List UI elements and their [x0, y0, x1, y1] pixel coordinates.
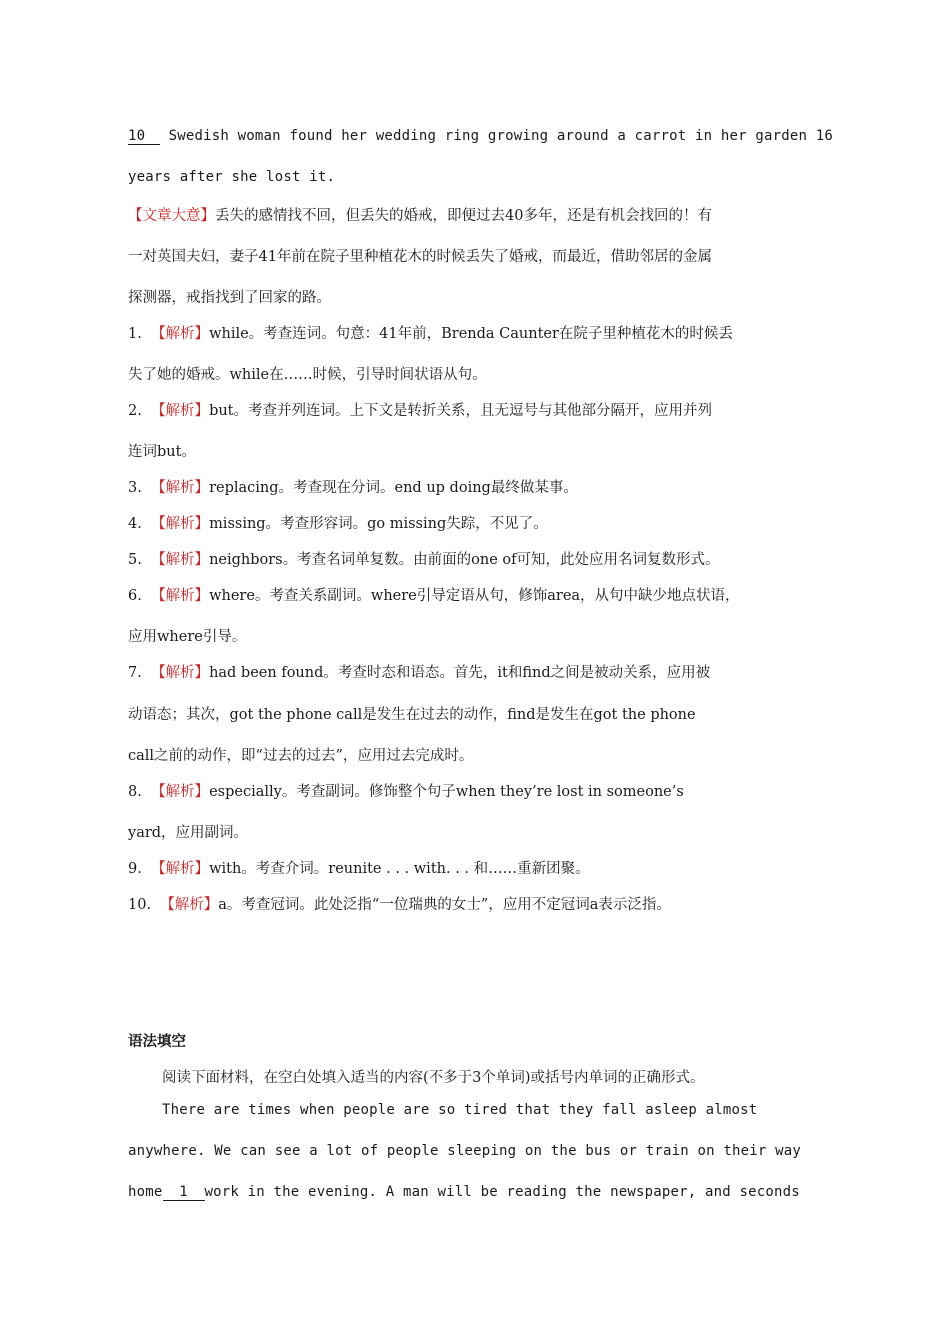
answer-tag: 【解析】 [151, 403, 210, 419]
answer-6-line-1 [128, 584, 740, 605]
answer-1-line-2: 失了她的婚戒。while在……时候，引导时间状语从句。 [128, 367, 487, 383]
summary-line-2: 一对英国夫妇，妻子41年前在院子里种植花木的时候丢失了婚戒，而最近，借助邻居的金属 [128, 249, 712, 265]
answer-text: but。考查并列连词。上下文是转折关系，且无逗号与其他部分隔开，应用并列 [209, 403, 713, 419]
blank-10: 10 [128, 129, 160, 145]
answer-text: where。考查关系副词。where引导定语从句，修饰area，从句中缺少地点状语， [209, 588, 740, 604]
summary-text: 丢失的感情找不回，但丢失的婚戒，即便过去40多年，还是有机会找回的！有 [215, 208, 712, 224]
summary-line-1 [128, 204, 712, 225]
blank-1[interactable]: 1 [163, 1185, 205, 1201]
answer-number: 4. [128, 516, 142, 532]
answer-tag: 【解析】 [151, 326, 210, 342]
answer-text: missing。考查形容词。go missing失踪，不见了。 [209, 516, 548, 532]
section-instruction: 阅读下面材料，在空白处填入适当的内容(不多于3个单词)或括号内单词的正确形式。 [162, 1070, 705, 1086]
answer-9-line-1 [128, 857, 590, 878]
exercise-line-2: anywhere. We can see a lot of people sleeping on the bus or train on their way [128, 1143, 802, 1159]
answer-tag: 【解析】 [151, 784, 210, 800]
answer-6-line-2: 应用where引导。 [128, 629, 247, 645]
answer-text: with。考查介词。reunite . . . with. . . 和……重新团聚。 [209, 861, 590, 877]
summary-tag: 【文章大意】 [128, 208, 215, 224]
answer-number: 2. [128, 403, 142, 419]
section-title: 语法填空 [128, 1034, 186, 1050]
answer-3-line-1 [128, 476, 578, 497]
answer-1-line-1 [128, 322, 733, 343]
exercise-text: home [128, 1184, 163, 1200]
answer-tag: 【解析】 [151, 665, 210, 681]
answer-text: while。考查连词。句意：41年前，Brenda Caunter在院子里种植花木的时候丢 [209, 326, 733, 342]
answer-number: 3. [128, 480, 142, 496]
answer-7-line-2: 动语态；其次，got the phone call是发生在过去的动作，find是发生在got the phone [128, 707, 696, 723]
answer-tag: 【解析】 [151, 480, 210, 496]
answer-text: neighbors。考查名词单复数。由前面的one of可知，此处应用名词复数形式。 [209, 552, 720, 568]
answer-7-line-3: call之前的动作，即“过去的过去”，应用过去完成时。 [128, 748, 474, 764]
passage-line-2: years after she lost it. [128, 169, 336, 185]
answer-5-line-1 [128, 548, 719, 569]
answer-4-line-1 [128, 512, 548, 533]
answer-number: 5. [128, 552, 142, 568]
answer-tag: 【解析】 [151, 588, 210, 604]
answer-number: 10. [128, 897, 152, 913]
summary-line-3: 探测器，戒指找到了回家的路。 [128, 290, 331, 306]
exercise-text: work in the evening. A man will be reading the newspaper, and seconds [204, 1184, 800, 1200]
answer-text: especially。考查副词。修饰整个句子when they’re lost in someone’s [209, 784, 684, 800]
exercise-line-1: There are times when people are so tired that they fall asleep almost [162, 1102, 758, 1118]
answer-tag: 【解析】 [151, 516, 210, 532]
answer-8-line-1 [128, 780, 684, 801]
answer-number: 9. [128, 861, 142, 877]
passage-line-1 [128, 128, 833, 145]
answer-10-line-1 [128, 893, 671, 914]
answer-8-line-2: yard，应用副词。 [128, 825, 249, 841]
answer-tag: 【解析】 [160, 897, 219, 913]
passage-text: Swedish woman found her wedding ring growing around a carrot in her garden 16 [168, 128, 834, 144]
answer-number: 6. [128, 588, 142, 604]
answer-text: a。考查冠词。此处泛指“一位瑞典的女士”，应用不定冠词a表示泛指。 [218, 897, 671, 913]
answer-number: 8. [128, 784, 142, 800]
answer-2-line-1 [128, 399, 712, 420]
answer-tag: 【解析】 [151, 552, 210, 568]
answer-text: replacing。考查现在分词。end up doing最终做某事。 [209, 480, 578, 496]
answer-number: 7. [128, 665, 142, 681]
answer-number: 1. [128, 326, 142, 342]
answer-2-line-2: 连词but。 [128, 444, 196, 460]
answer-text: had been found。考查时态和语态。首先，it和find之间是被动关系，应用被 [209, 665, 711, 681]
exercise-line-3 [128, 1184, 800, 1201]
answer-tag: 【解析】 [151, 861, 210, 877]
answer-7-line-1 [128, 661, 710, 682]
